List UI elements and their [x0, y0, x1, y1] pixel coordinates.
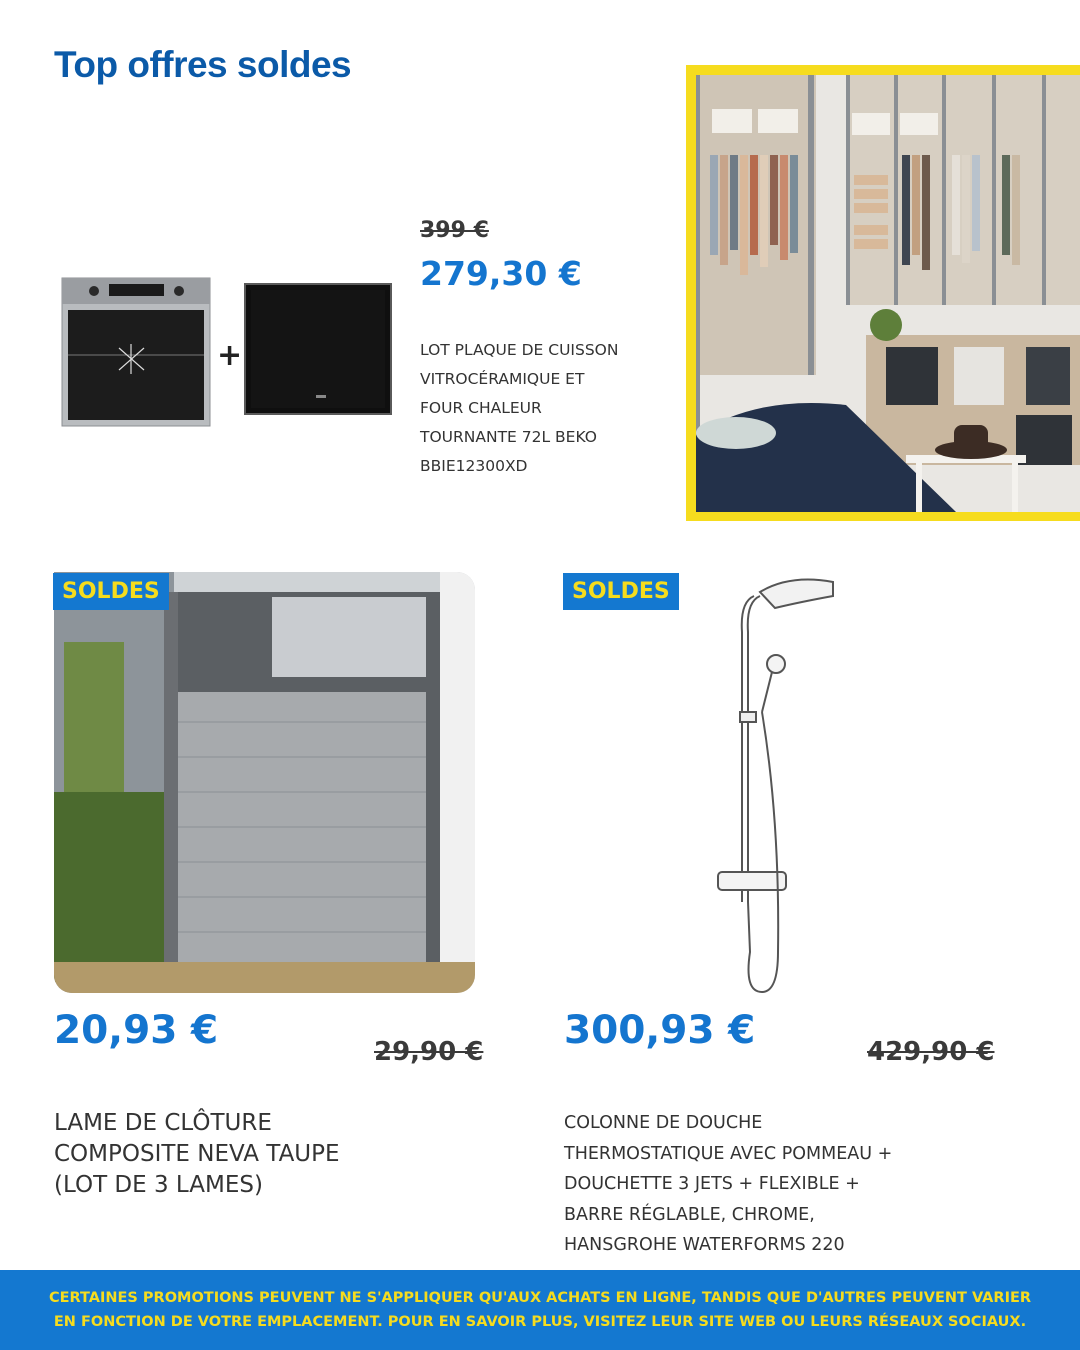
- product-shower-image[interactable]: [700, 572, 850, 997]
- product-1-old-price: 399 €: [420, 218, 489, 243]
- footer-notice: CERTAINES PROMOTIONS PEUVENT NE S'APPLIQUER QU'AUX ACHATS EN LIGNE, TANDIS QUE D'AUTRES PEUVENT VARIER EN FONCTION DE VOTRE EMPLACEMENT. POUR EN SAVOIR PLUS, VISITEZ LEUR SITE WEB OU LEURS RÉSEAUX SOCIAUX.: [48, 1290, 1032, 1330]
- product-1-new-price: 279,30 €: [420, 254, 582, 293]
- product-2-new-price: 20,93 €: [54, 1008, 219, 1053]
- fence-illustration: [54, 572, 475, 993]
- product-2-old-price: 29,90 €: [374, 1037, 484, 1067]
- oven-hob-illustration: [54, 270, 399, 435]
- shower-column-illustration: [700, 572, 850, 997]
- product-1-description: LOT PLAQUE DE CUISSON VITROCÉRAMIQUE ET FOUR CHALEUR TOURNANTE 72L BEKO BBIE12300XD: [420, 341, 619, 475]
- wardrobe-scene: [696, 75, 1080, 512]
- page-title: Top offres soldes: [54, 44, 352, 85]
- product-3-old-price: 429,90 €: [867, 1037, 995, 1067]
- footer-banner: [0, 1270, 1080, 1350]
- product-3-soldes-badge: SOLDES: [563, 573, 679, 610]
- wardrobe-promo-image[interactable]: [686, 65, 1080, 521]
- product-2-soldes-badge: SOLDES: [53, 573, 169, 610]
- product-3-new-price: 300,93 €: [564, 1008, 756, 1053]
- plus-sign: +: [217, 338, 243, 373]
- product-3-description: COLONNE DE DOUCHE THERMOSTATIQUE AVEC POMMEAU + DOUCHETTE 3 JETS + FLEXIBLE + BARRE RÉGLABLE, CHROME, HANSGROHE WATERFORMS 220: [564, 1113, 893, 1255]
- product-oven-image[interactable]: [54, 270, 399, 435]
- product-fence-image[interactable]: [54, 572, 475, 993]
- product-2-description: LAME DE CLÔTURE COMPOSITE NEVA TAUPE (LOT DE 3 LAMES): [54, 1110, 340, 1198]
